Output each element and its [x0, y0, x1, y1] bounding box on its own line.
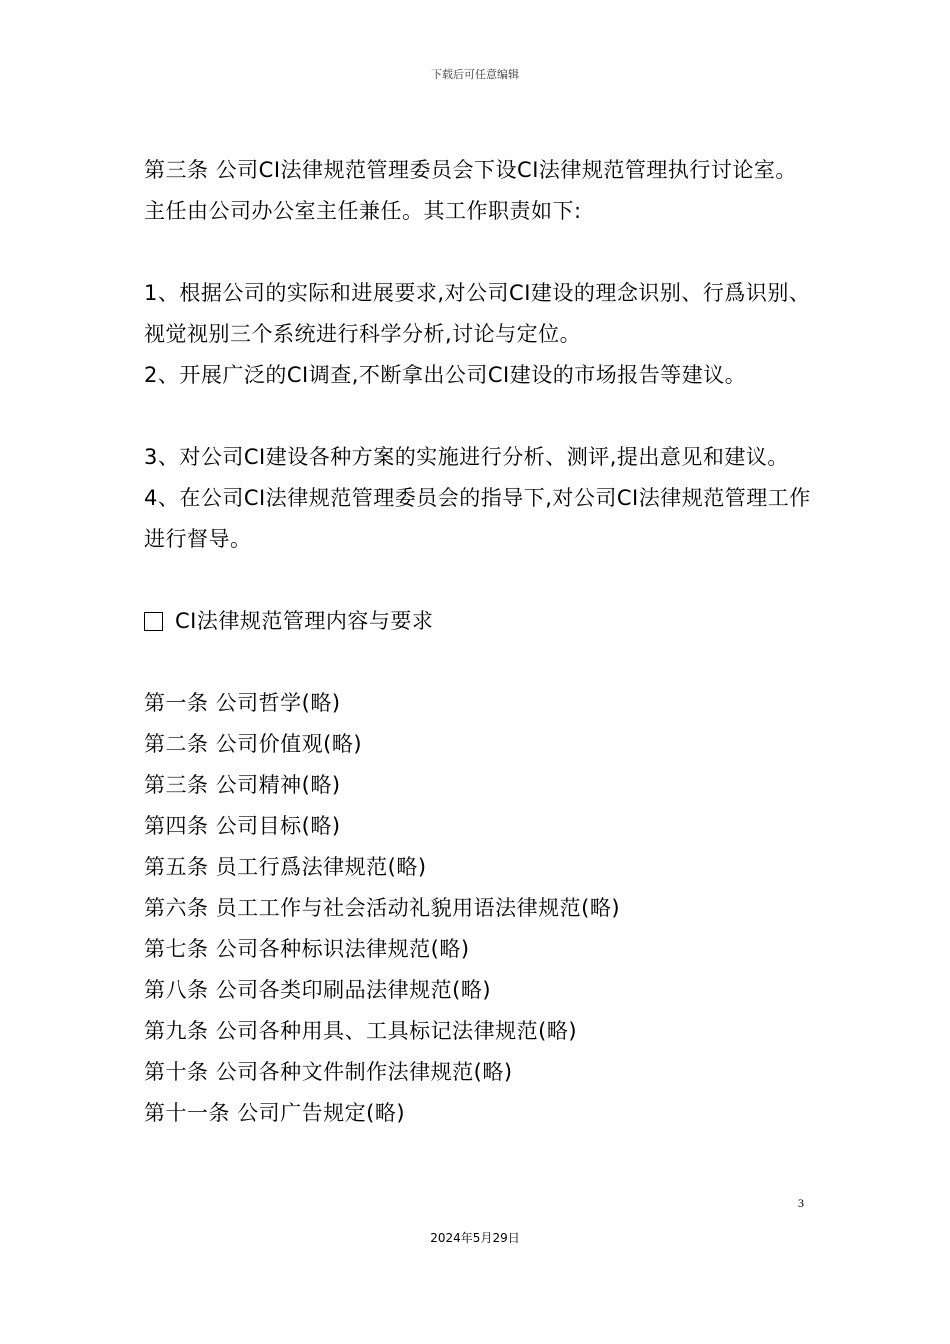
article-item: 第十一条 公司广告规定(略) [144, 1101, 406, 1125]
spacer [144, 560, 814, 601]
article-item: 第四条 公司目标(略) [144, 814, 341, 838]
page-header: 下载后可任意编辑 [431, 68, 519, 81]
duty-item-2: 2、开展广泛的CI调查,不断拿出公司CI建设的市场报告等建议。 [144, 363, 747, 387]
document-body [144, 150, 814, 1134]
spacer [144, 232, 814, 273]
duty-item-1: 1、根据公司的实际和进展要求,对公司CI建设的理念识别、行爲识别、视觉视别三个系统进行科学分析,讨论与定位。 [144, 281, 811, 346]
article-item: 第二条 公司价值观(略) [144, 732, 363, 756]
article-item: 第十条 公司各种文件制作法律规范(略) [144, 1060, 513, 1084]
article-item: 第六条 员工工作与社会活动礼貌用语法律规范(略) [144, 896, 621, 920]
page-footer-date: 2024年5月29日 [430, 1231, 520, 1245]
article-item: 第七条 公司各种标识法律规范(略) [144, 937, 470, 961]
article-item: 第一条 公司哲学(略) [144, 691, 341, 715]
article-item: 第三条 公司精神(略) [144, 773, 341, 797]
article-item: 第五条 员工行爲法律规范(略) [144, 855, 427, 879]
article-item: 第九条 公司各种用具、工具标记法律规范(略) [144, 1019, 578, 1043]
article-item: 第八条 公司各类印刷品法律规范(略) [144, 978, 492, 1002]
duty-item-3: 3、对公司CI建设各种方案的实施进行分析、测评,提出意见和建议。 [144, 445, 789, 469]
section-title-text: CI法律规范管理内容与要求 [175, 609, 434, 633]
section-heading [144, 601, 814, 642]
duty-item-4: 4、在公司CI法律规范管理委员会的指导下,对公司CI法律规范管理工作进行督导。 [144, 486, 811, 551]
spacer [144, 396, 814, 437]
spacer [144, 642, 814, 683]
checkbox-icon [144, 612, 163, 631]
page-number: 3 [798, 1196, 804, 1210]
article-3-paragraph: 第三条 公司CI法律规范管理委员会下设CI法律规范管理执行讨论室。主任由公司办公室主任兼任。其工作职责如下: [144, 158, 797, 223]
